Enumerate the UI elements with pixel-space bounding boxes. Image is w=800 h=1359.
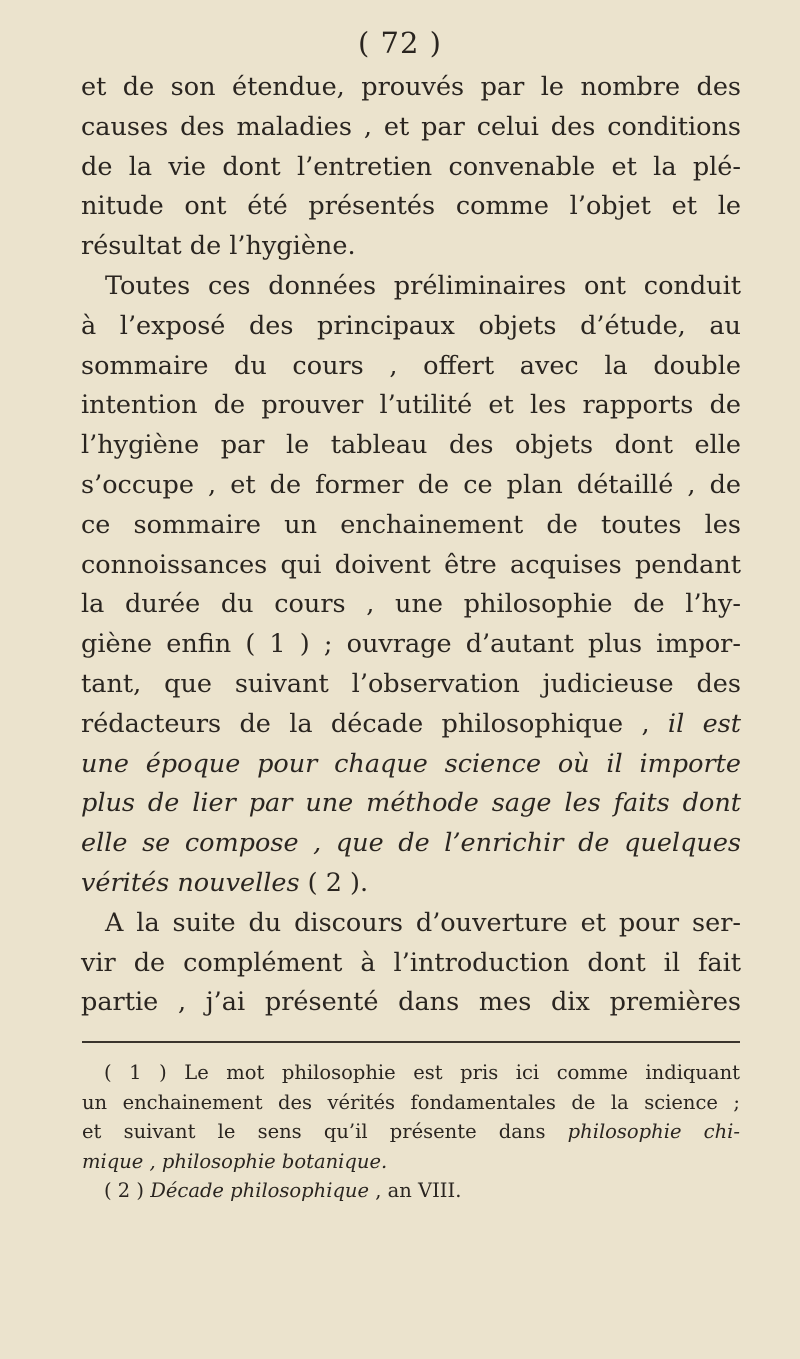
text-line-2: causes des maladies , et par celui des conditions	[81, 111, 741, 142]
text-line-17-normal: rédacteurs de la décade philosophique ,	[81, 708, 668, 739]
text-line-12: ce sommaire un enchainement de toutes les	[81, 509, 741, 540]
footnote-1-line-1: ( 1 ) Le mot philosophie est pris ici comme indiquant	[104, 1061, 740, 1084]
text-line-3: de la vie dont l’entretien convenable et la plé-	[81, 151, 741, 182]
footnote-2	[82, 1176, 740, 1206]
text-line-21-normal: ( 2 ).	[299, 867, 369, 898]
page-number: ( 72 )	[358, 26, 442, 60]
text-line-16: tant, que suivant l’observation judicieuse des	[81, 668, 741, 699]
text-line-13: connoissances qui doivent être acquises pendant	[81, 549, 741, 580]
footnote-1-line-3	[82, 1117, 740, 1147]
text-line-11: s’occupe , et de former de ce plan détaillé , de	[81, 469, 741, 500]
text-line-22: A la suite du discours d’ouverture et pour ser-	[105, 907, 741, 938]
text-line-8: sommaire du cours , offert avec la double	[81, 350, 741, 381]
footnote-2-title: Décade philosophique	[150, 1179, 370, 1203]
text-line-1: et de son étendue, prouvés par le nombre des	[81, 72, 741, 102]
text-line-21-italic: vérités nouvelles	[81, 867, 300, 898]
text-line-17	[81, 705, 741, 745]
text-line-24: partie , j’ai présenté dans mes dix premières	[81, 987, 741, 1018]
text-line-23: vir de complément à l’introduction dont il fait	[81, 947, 741, 978]
footnote-1-line-4: mique , philosophie botanique.	[82, 1149, 388, 1173]
text-line-7: à l’exposé des principaux objets d’étude, au	[81, 310, 741, 341]
text-line-5: résultat de l’hygiène.	[81, 231, 356, 262]
text-line-18: une époque pour chaque science où il importe	[81, 748, 741, 779]
text-line-9: intention de prouver l’utilité et les rapports de	[81, 390, 741, 421]
footnote-divider	[82, 1041, 740, 1043]
text-line-4: nitude ont été présentés comme l’objet et le	[81, 191, 741, 222]
footnotes	[82, 1058, 740, 1206]
body-text	[81, 68, 741, 1023]
text-line-19: plus de lier par une méthode sage les faits dont	[81, 788, 741, 819]
text-line-15: giène enfin ( 1 ) ; ouvrage d’autant plus impor-	[81, 629, 741, 660]
text-line-10: l’hygiène par le tableau des objets dont elle	[81, 430, 741, 461]
text-line-21	[81, 864, 741, 904]
text-line-14: la durée du cours , une philosophie de l’hy-	[81, 589, 741, 620]
footnote-2-year: , an VIII.	[369, 1179, 462, 1203]
footnote-1-line-2: un enchainement des vérités fondamentales de la science ;	[82, 1090, 740, 1114]
text-line-6: Toutes ces données préliminaires ont conduit	[105, 270, 741, 301]
footnote-2-label: ( 2 )	[104, 1179, 151, 1203]
footnote-1-line-3-italic: philosophie chi-	[567, 1120, 740, 1144]
footnote-1-line-3-normal: et suivant le sens qu’il présente dans	[82, 1120, 568, 1144]
text-line-17-italic: il est	[667, 708, 741, 739]
text-line-20: elle se compose , que de l’enrichir de quelques	[81, 828, 741, 859]
